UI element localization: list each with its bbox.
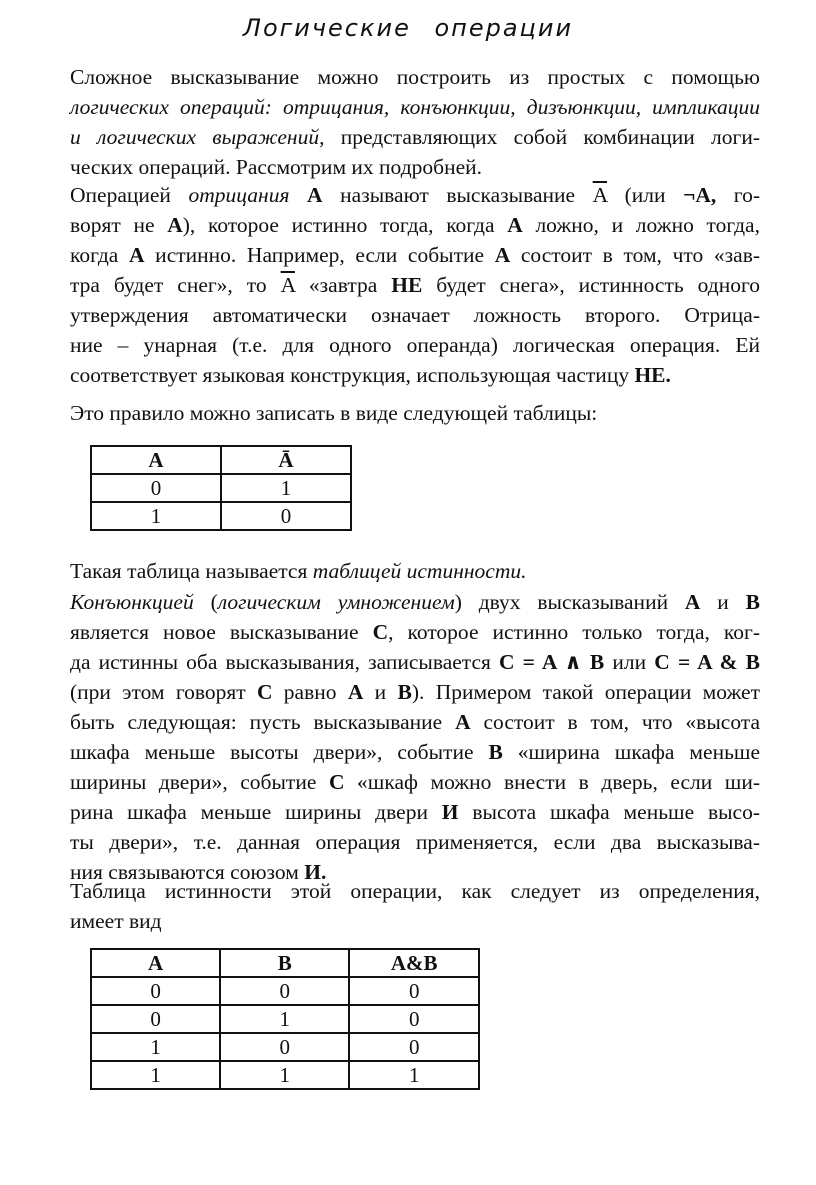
text-line: рина шкафа меньше ширины двери И высота шкафа меньше высо-: [70, 800, 760, 824]
table-row: [91, 474, 351, 502]
intro-paragraph: [70, 62, 760, 182]
negated-a-symbol: $\overline{A}$: [592, 183, 607, 207]
text-line: Таблица истинности этой операции, как следует из определения,: [70, 879, 760, 903]
column-header: A: [91, 446, 221, 474]
table-header-row: [91, 949, 479, 977]
text-line: ширины двери», событие C «шкаф можно внести в дверь, если ши-: [70, 770, 760, 794]
table-row: [91, 502, 351, 530]
text-line: Сложное высказывание можно построить из простых с помощью: [70, 65, 760, 89]
text-line: когда A истинно. Например, если событие A состоит в том, что «зав-: [70, 243, 761, 267]
text-line: ты двери», т.е. данная операция применяется, если два высказыва-: [70, 830, 760, 854]
table-row: [91, 977, 479, 1005]
negated-a-symbol: $\overline{A}$: [280, 273, 295, 297]
text-line: ние – унарная (т.е. для одного операнда) логическая операция. Ей: [70, 333, 760, 357]
truth-table-definition: [70, 556, 760, 586]
text-line: и логических выражений, представляющих собой комбинации логи-: [70, 125, 760, 149]
table-cell: 0: [91, 977, 220, 1005]
text-line: ния связываются союзом И.: [70, 860, 327, 884]
table-header-row: [91, 446, 351, 474]
column-header: B: [220, 949, 349, 977]
table-cell: 0: [349, 1005, 479, 1033]
page-title: Логические операции: [242, 14, 574, 42]
table-cell: 1: [91, 1033, 220, 1061]
text-line: Такая таблица называется таблицей истинности.: [70, 559, 527, 583]
text-line: логических операций: отрицания, конъюнкции, дизъюнкции, импликации: [70, 95, 760, 119]
text-line: ворят не A), которое истинно тогда, когда A ложно, и ложно тогда,: [70, 213, 760, 237]
text-line: ческих операций. Рассмотрим их подробней.: [70, 155, 482, 179]
text-line: соответствует языковая конструкция, использующая частицу НЕ.: [70, 363, 671, 387]
text-line: (при этом говорят C равно A и B). Примером такой операции может: [70, 680, 760, 704]
table-cell: 1: [91, 502, 221, 530]
column-header: A: [91, 949, 220, 977]
conjunction-truth-table: [90, 948, 480, 1090]
table-cell: 1: [221, 474, 351, 502]
table-cell: 1: [91, 1061, 220, 1089]
text-line: шкафа меньше высоты двери», событие B «ширина шкафа меньше: [70, 740, 760, 764]
table-cell: 0: [220, 1033, 349, 1061]
negation-truth-table: [90, 445, 352, 531]
table-cell: 1: [349, 1061, 479, 1089]
table-cell: 0: [91, 474, 221, 502]
column-header: Ā: [221, 446, 351, 474]
table-row: [91, 1061, 479, 1089]
conjunction-table-intro: [70, 876, 760, 936]
text-line: быть следующая: пусть высказывание A состоит в том, что «высота: [70, 710, 760, 734]
table-row: [91, 1005, 479, 1033]
text-line: Конъюнкцией (логическим умножением) двух высказываний A и B: [70, 590, 760, 614]
table-cell: 0: [220, 977, 349, 1005]
text-line: да истинны оба высказывания, записывается C = A ∧ B или C = A & B: [70, 650, 761, 674]
text-line: Это правило можно записать в виде следующей таблицы:: [70, 401, 598, 425]
table-cell: 0: [349, 1033, 479, 1061]
table-cell: 1: [220, 1005, 349, 1033]
text-line: является новое высказывание C, которое истинно только тогда, ког-: [70, 620, 761, 644]
table-cell: 0: [221, 502, 351, 530]
table-row: [91, 1033, 479, 1061]
text-line: утверждения автоматически означает ложность второго. Отрица-: [70, 303, 760, 327]
column-header: A&B: [349, 949, 479, 977]
table-cell: 1: [220, 1061, 349, 1089]
table-intro-paragraph: [70, 398, 760, 428]
negation-paragraph: [70, 180, 760, 390]
conjunction-paragraph: [70, 587, 760, 887]
table-cell: 0: [349, 977, 479, 1005]
text-line: Операцией отрицания A называют высказывание $\overline{A}$ (или ¬A, го-: [70, 183, 760, 207]
text-line: тра будет снег», то $\overline{A}$ «завтра НЕ будет снега», истинность одного: [70, 273, 760, 297]
text-line: имеет вид: [70, 909, 162, 933]
table-cell: 0: [91, 1005, 220, 1033]
